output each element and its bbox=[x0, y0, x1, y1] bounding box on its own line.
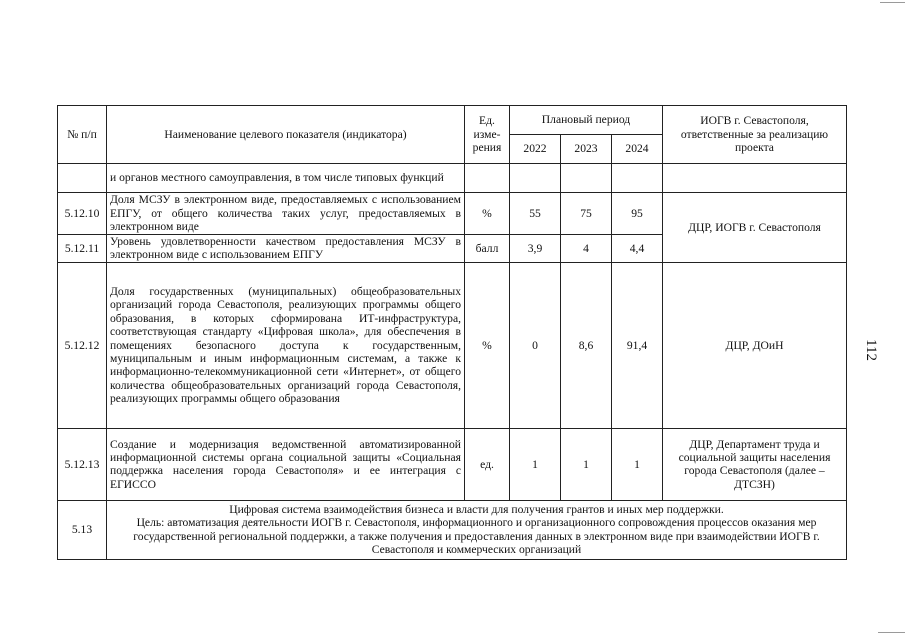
cell-empty bbox=[561, 164, 612, 193]
row-num: 5.12.10 bbox=[58, 193, 107, 235]
row-unit: балл bbox=[465, 235, 510, 263]
row-name: Доля МСЗУ в электронном виде, предоставляемых с использованием ЕПГУ, от общего количества таких услуг, предоставляемых в электронном виде bbox=[107, 193, 465, 235]
section-title: Цифровая система взаимодействия бизнеса и власти для получения грантов и иных мер поддержки. bbox=[229, 502, 724, 516]
section-description bbox=[107, 500, 847, 559]
row-value-2023: 4 bbox=[561, 235, 612, 263]
table-row bbox=[58, 262, 847, 428]
cell-empty bbox=[612, 164, 663, 193]
section-goal: Цель: автоматизация деятельности ИОГВ г. Севастополя, информационного и организационного сопровождения процессов оказания мер государственной региональной поддержки, а также получения и предоставления данных в электронном виде при взаимодействии ИОГВ г. Севастополя и коммерческих организаций bbox=[133, 516, 820, 557]
header-unit: Ед. изме-рения bbox=[465, 106, 510, 164]
row-value-2022: 1 bbox=[510, 428, 561, 500]
indicators-table bbox=[57, 105, 847, 560]
row-unit: % bbox=[465, 193, 510, 235]
row-name: Уровень удовлетворенности качеством предоставления МСЗУ в электронном виде с использованием ЕПГУ bbox=[107, 235, 465, 263]
row-name: Создание и модернизация ведомственной автоматизированной информационной системы органа социальной защиты «Социальная поддержка населения города Севастополя» и ее интеграция с ЕГИССО bbox=[107, 428, 465, 500]
header-year-2024: 2024 bbox=[612, 135, 663, 164]
header-period: Плановый период bbox=[510, 106, 663, 135]
row-value-2024: 95 bbox=[612, 193, 663, 235]
row-value-2023: 1 bbox=[561, 428, 612, 500]
table-row-continuation bbox=[58, 164, 847, 193]
cell-empty bbox=[663, 164, 847, 193]
header-year-2022: 2022 bbox=[510, 135, 561, 164]
row-num: 5.12.12 bbox=[58, 262, 107, 428]
row-unit: % bbox=[465, 262, 510, 428]
row-value-2022: 3,9 bbox=[510, 235, 561, 263]
row-responsible: ДЦР, ДОиН bbox=[663, 262, 847, 428]
header-num: № п/п bbox=[58, 106, 107, 164]
row-num: 5.12.13 bbox=[58, 428, 107, 500]
row-value-2024: 91,4 bbox=[612, 262, 663, 428]
header-name: Наименование целевого показателя (индикатора) bbox=[107, 106, 465, 164]
bottom-right-line bbox=[878, 632, 905, 633]
row-value-2024: 1 bbox=[612, 428, 663, 500]
row-responsible: ДЦР, Департамент труда и социальной защиты населения города Севастополя (далее – ДТСЗН) bbox=[663, 428, 847, 500]
cell-empty bbox=[58, 164, 107, 193]
table-row bbox=[58, 193, 847, 235]
top-right-line bbox=[880, 2, 905, 3]
shared-responsible: ДЦР, ИОГВ г. Севастополя bbox=[663, 193, 847, 263]
row-value-2023: 75 bbox=[561, 193, 612, 235]
row-name: Доля государственных (муниципальных) общеобразовательных организаций города Севастополя, реализующих программы общего образования, в которых сформирована ИТ-инфраструктура, соответствующая стандарту «Цифровая школа», для обеспечения в помещениях безопасного доступа к государственным, муниципальным и иным информационным системам, а также к информационно-телекоммуникационной сети «Интернет», от общего количества общеобразовательных организаций города Севастополя, реализующих программы общего образования bbox=[107, 262, 465, 428]
row-value-2022: 0 bbox=[510, 262, 561, 428]
cell-empty bbox=[465, 164, 510, 193]
table-row bbox=[58, 428, 847, 500]
row-unit: ед. bbox=[465, 428, 510, 500]
header-responsible: ИОГВ г. Севастополя, ответственные за реализацию проекта bbox=[663, 106, 847, 164]
row-value-2023: 8,6 bbox=[561, 262, 612, 428]
section-row bbox=[58, 500, 847, 559]
cell-empty bbox=[510, 164, 561, 193]
section-num: 5.13 bbox=[58, 500, 107, 559]
row-value-2024: 4,4 bbox=[612, 235, 663, 263]
continuation-text: и органов местного самоуправления, в том числе типовых функций bbox=[107, 164, 465, 193]
header-year-2023: 2023 bbox=[561, 135, 612, 164]
row-num: 5.12.11 bbox=[58, 235, 107, 263]
row-value-2022: 55 bbox=[510, 193, 561, 235]
header-row bbox=[58, 106, 847, 135]
page-number: 112 bbox=[863, 339, 879, 361]
